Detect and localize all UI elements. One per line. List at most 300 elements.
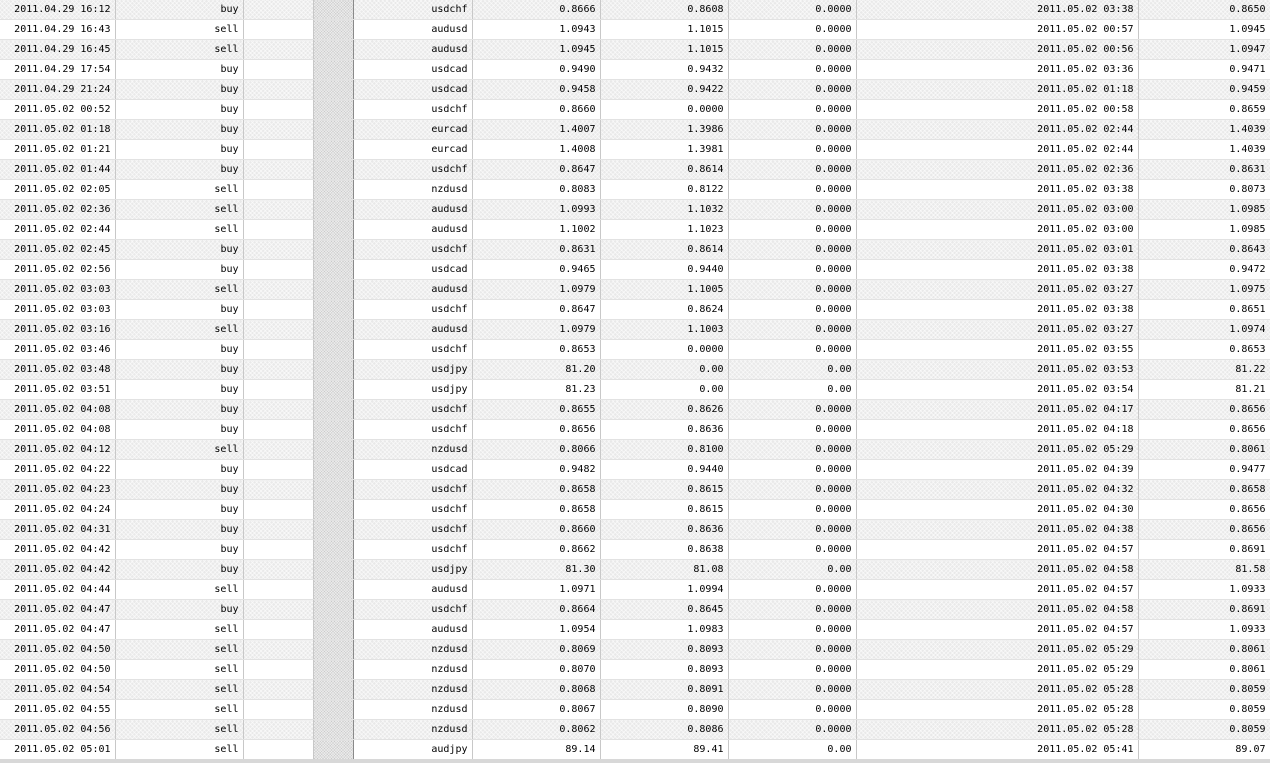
stop-loss-cell: 1.1005 xyxy=(600,280,728,300)
close-time-cell: 2011.05.02 00:56 xyxy=(856,40,1138,60)
vertical-bar xyxy=(313,700,353,720)
empty-cell xyxy=(243,480,313,500)
table-row[interactable] xyxy=(0,500,1270,520)
table-row[interactable] xyxy=(0,60,1270,80)
open-price-cell: 81.20 xyxy=(472,360,600,380)
close-time-cell: 2011.05.02 05:28 xyxy=(856,700,1138,720)
close-time-cell: 2011.05.02 03:55 xyxy=(856,340,1138,360)
table-row[interactable] xyxy=(0,340,1270,360)
open-time-cell: 2011.05.02 05:01 xyxy=(0,740,115,760)
open-time-cell: 2011.05.02 04:50 xyxy=(0,640,115,660)
stop-loss-cell: 0.0000 xyxy=(600,100,728,120)
table-row[interactable] xyxy=(0,100,1270,120)
open-price-cell: 1.0943 xyxy=(472,20,600,40)
table-row[interactable] xyxy=(0,640,1270,660)
empty-cell xyxy=(243,660,313,680)
table-row[interactable] xyxy=(0,700,1270,720)
open-price-cell: 1.4007 xyxy=(472,120,600,140)
symbol-cell: eurcad xyxy=(353,140,472,160)
close-price-cell: 0.8658 xyxy=(1138,480,1270,500)
open-price-cell: 0.8062 xyxy=(472,720,600,740)
take-profit-cell: 0.0000 xyxy=(728,140,856,160)
open-price-cell: 0.8658 xyxy=(472,500,600,520)
empty-cell xyxy=(243,160,313,180)
take-profit-cell: 0.0000 xyxy=(728,200,856,220)
close-time-cell: 2011.05.02 03:27 xyxy=(856,280,1138,300)
close-price-cell: 1.0975 xyxy=(1138,280,1270,300)
stop-loss-cell: 0.00 xyxy=(600,380,728,400)
order-type-cell: buy xyxy=(115,360,243,380)
close-time-cell: 2011.05.02 04:57 xyxy=(856,620,1138,640)
vertical-bar xyxy=(313,340,353,360)
stop-loss-cell: 0.8608 xyxy=(600,0,728,20)
close-time-cell: 2011.05.02 04:57 xyxy=(856,580,1138,600)
stop-loss-cell: 0.8615 xyxy=(600,500,728,520)
table-row[interactable] xyxy=(0,380,1270,400)
close-price-cell: 1.0933 xyxy=(1138,580,1270,600)
table-row[interactable] xyxy=(0,20,1270,40)
vertical-bar xyxy=(313,520,353,540)
close-time-cell: 2011.05.02 04:38 xyxy=(856,520,1138,540)
open-time-cell: 2011.05.02 04:12 xyxy=(0,440,115,460)
stop-loss-cell: 0.8645 xyxy=(600,600,728,620)
empty-cell xyxy=(243,140,313,160)
open-price-cell: 1.0993 xyxy=(472,200,600,220)
open-time-cell: 2011.04.29 21:24 xyxy=(0,80,115,100)
close-time-cell: 2011.05.02 03:38 xyxy=(856,260,1138,280)
vertical-bar xyxy=(313,80,353,100)
symbol-cell: usdcad xyxy=(353,260,472,280)
order-type-cell: buy xyxy=(115,100,243,120)
order-type-cell: buy xyxy=(115,240,243,260)
symbol-cell: usdjpy xyxy=(353,360,472,380)
close-time-cell: 2011.05.02 03:38 xyxy=(856,300,1138,320)
close-price-cell: 0.9472 xyxy=(1138,260,1270,280)
close-time-cell: 2011.05.02 04:17 xyxy=(856,400,1138,420)
empty-cell xyxy=(243,320,313,340)
stop-loss-cell: 1.1015 xyxy=(600,40,728,60)
close-price-cell: 1.0945 xyxy=(1138,20,1270,40)
vertical-bar xyxy=(313,320,353,340)
open-price-cell: 1.0979 xyxy=(472,280,600,300)
stop-loss-cell: 1.3986 xyxy=(600,120,728,140)
take-profit-cell: 0.0000 xyxy=(728,460,856,480)
order-type-cell: sell xyxy=(115,280,243,300)
close-price-cell: 0.8659 xyxy=(1138,100,1270,120)
order-type-cell: buy xyxy=(115,560,243,580)
take-profit-cell: 0.0000 xyxy=(728,0,856,20)
empty-cell xyxy=(243,380,313,400)
vertical-bar xyxy=(313,220,353,240)
open-time-cell: 2011.05.02 04:42 xyxy=(0,560,115,580)
symbol-cell: usdchf xyxy=(353,340,472,360)
order-type-cell: sell xyxy=(115,740,243,760)
close-price-cell: 0.9477 xyxy=(1138,460,1270,480)
close-time-cell: 2011.05.02 03:38 xyxy=(856,180,1138,200)
order-type-cell: buy xyxy=(115,80,243,100)
table-row[interactable] xyxy=(0,0,1270,20)
close-time-cell: 2011.05.02 02:44 xyxy=(856,140,1138,160)
symbol-cell: usdchf xyxy=(353,500,472,520)
symbol-cell: audusd xyxy=(353,320,472,340)
empty-cell xyxy=(243,280,313,300)
close-price-cell: 81.22 xyxy=(1138,360,1270,380)
table-row[interactable] xyxy=(0,620,1270,640)
open-time-cell: 2011.05.02 04:24 xyxy=(0,500,115,520)
order-type-cell: sell xyxy=(115,220,243,240)
open-time-cell: 2011.04.29 17:54 xyxy=(0,60,115,80)
open-time-cell: 2011.05.02 02:44 xyxy=(0,220,115,240)
table-row[interactable] xyxy=(0,160,1270,180)
table-row[interactable] xyxy=(0,360,1270,380)
open-time-cell: 2011.05.02 03:46 xyxy=(0,340,115,360)
stop-loss-cell: 81.08 xyxy=(600,560,728,580)
empty-cell xyxy=(243,700,313,720)
close-price-cell: 0.9459 xyxy=(1138,80,1270,100)
take-profit-cell: 0.0000 xyxy=(728,260,856,280)
open-time-cell: 2011.05.02 04:42 xyxy=(0,540,115,560)
table-row[interactable] xyxy=(0,680,1270,700)
table-row[interactable] xyxy=(0,80,1270,100)
close-price-cell: 0.9471 xyxy=(1138,60,1270,80)
vertical-bar xyxy=(313,500,353,520)
order-type-cell: sell xyxy=(115,320,243,340)
vertical-bar xyxy=(313,660,353,680)
empty-cell xyxy=(243,220,313,240)
open-price-cell: 0.8664 xyxy=(472,600,600,620)
empty-cell xyxy=(243,520,313,540)
stop-loss-cell: 0.8636 xyxy=(600,520,728,540)
open-time-cell: 2011.05.02 04:08 xyxy=(0,400,115,420)
open-price-cell: 0.8647 xyxy=(472,160,600,180)
stop-loss-cell: 1.0994 xyxy=(600,580,728,600)
open-price-cell: 0.8666 xyxy=(472,0,600,20)
open-time-cell: 2011.05.02 04:23 xyxy=(0,480,115,500)
symbol-cell: nzdusd xyxy=(353,440,472,460)
open-time-cell: 2011.05.02 04:31 xyxy=(0,520,115,540)
open-time-cell: 2011.05.02 04:50 xyxy=(0,660,115,680)
empty-cell xyxy=(243,580,313,600)
table-row[interactable] xyxy=(0,140,1270,160)
vertical-bar xyxy=(313,540,353,560)
close-time-cell: 2011.05.02 01:18 xyxy=(856,80,1138,100)
open-price-cell: 0.8653 xyxy=(472,340,600,360)
empty-cell xyxy=(243,460,313,480)
take-profit-cell: 0.0000 xyxy=(728,400,856,420)
take-profit-cell: 0.0000 xyxy=(728,100,856,120)
close-time-cell: 2011.05.02 05:28 xyxy=(856,720,1138,740)
close-price-cell: 0.8651 xyxy=(1138,300,1270,320)
stop-loss-cell: 1.1032 xyxy=(600,200,728,220)
close-time-cell: 2011.05.02 03:27 xyxy=(856,320,1138,340)
open-time-cell: 2011.05.02 04:54 xyxy=(0,680,115,700)
close-price-cell: 89.07 xyxy=(1138,740,1270,760)
empty-cell xyxy=(243,540,313,560)
symbol-cell: usdcad xyxy=(353,80,472,100)
open-time-cell: 2011.05.02 04:47 xyxy=(0,600,115,620)
empty-cell xyxy=(243,180,313,200)
symbol-cell: nzdusd xyxy=(353,680,472,700)
close-price-cell: 81.21 xyxy=(1138,380,1270,400)
symbol-cell: usdcad xyxy=(353,460,472,480)
symbol-cell: eurcad xyxy=(353,120,472,140)
table-row[interactable] xyxy=(0,440,1270,460)
symbol-cell: nzdusd xyxy=(353,640,472,660)
open-price-cell: 0.8662 xyxy=(472,540,600,560)
take-profit-cell: 0.0000 xyxy=(728,600,856,620)
table-row[interactable] xyxy=(0,280,1270,300)
order-type-cell: sell xyxy=(115,640,243,660)
empty-cell xyxy=(243,620,313,640)
empty-cell xyxy=(243,560,313,580)
vertical-bar xyxy=(313,0,353,20)
symbol-cell: usdchf xyxy=(353,300,472,320)
open-time-cell: 2011.05.02 03:16 xyxy=(0,320,115,340)
take-profit-cell: 0.0000 xyxy=(728,280,856,300)
empty-cell xyxy=(243,740,313,760)
table-row[interactable] xyxy=(0,260,1270,280)
vertical-bar xyxy=(313,460,353,480)
stop-loss-cell: 1.0983 xyxy=(600,620,728,640)
vertical-bar xyxy=(313,720,353,740)
empty-cell xyxy=(243,640,313,660)
symbol-cell: audjpy xyxy=(353,740,472,760)
vertical-bar xyxy=(313,360,353,380)
open-time-cell: 2011.05.02 04:44 xyxy=(0,580,115,600)
empty-cell xyxy=(243,120,313,140)
empty-cell xyxy=(243,200,313,220)
table-row[interactable] xyxy=(0,240,1270,260)
close-price-cell: 1.0947 xyxy=(1138,40,1270,60)
vertical-bar xyxy=(313,620,353,640)
open-time-cell: 2011.05.02 04:56 xyxy=(0,720,115,740)
open-price-cell: 0.8067 xyxy=(472,700,600,720)
close-price-cell: 0.8061 xyxy=(1138,660,1270,680)
close-price-cell: 81.58 xyxy=(1138,560,1270,580)
close-price-cell: 1.0974 xyxy=(1138,320,1270,340)
stop-loss-cell: 0.0000 xyxy=(600,340,728,360)
table-row[interactable] xyxy=(0,520,1270,540)
open-price-cell: 1.0945 xyxy=(472,40,600,60)
open-time-cell: 2011.05.02 04:22 xyxy=(0,460,115,480)
table-row[interactable] xyxy=(0,580,1270,600)
symbol-cell: audusd xyxy=(353,200,472,220)
open-time-cell: 2011.05.02 01:44 xyxy=(0,160,115,180)
take-profit-cell: 0.0000 xyxy=(728,440,856,460)
stop-loss-cell: 0.8614 xyxy=(600,240,728,260)
close-price-cell: 1.0985 xyxy=(1138,200,1270,220)
symbol-cell: usdchf xyxy=(353,540,472,560)
table-row[interactable] xyxy=(0,720,1270,740)
table-row[interactable] xyxy=(0,740,1270,760)
close-price-cell: 0.8656 xyxy=(1138,420,1270,440)
table-row[interactable] xyxy=(0,300,1270,320)
vertical-bar xyxy=(313,400,353,420)
symbol-cell: usdchf xyxy=(353,400,472,420)
vertical-bar xyxy=(313,260,353,280)
open-price-cell: 81.30 xyxy=(472,560,600,580)
close-time-cell: 2011.05.02 03:01 xyxy=(856,240,1138,260)
stop-loss-cell: 0.8614 xyxy=(600,160,728,180)
close-time-cell: 2011.05.02 03:36 xyxy=(856,60,1138,80)
take-profit-cell: 0.0000 xyxy=(728,420,856,440)
close-price-cell: 0.8691 xyxy=(1138,600,1270,620)
take-profit-cell: 0.00 xyxy=(728,740,856,760)
close-time-cell: 2011.05.02 04:39 xyxy=(856,460,1138,480)
table-row[interactable] xyxy=(0,480,1270,500)
open-time-cell: 2011.05.02 01:21 xyxy=(0,140,115,160)
close-price-cell: 0.8059 xyxy=(1138,720,1270,740)
open-price-cell: 1.0979 xyxy=(472,320,600,340)
close-time-cell: 2011.05.02 04:32 xyxy=(856,480,1138,500)
open-price-cell: 0.8083 xyxy=(472,180,600,200)
close-price-cell: 1.0933 xyxy=(1138,620,1270,640)
empty-cell xyxy=(243,60,313,80)
order-type-cell: sell xyxy=(115,20,243,40)
open-time-cell: 2011.05.02 00:52 xyxy=(0,100,115,120)
take-profit-cell: 0.00 xyxy=(728,560,856,580)
stop-loss-cell: 0.00 xyxy=(600,360,728,380)
vertical-bar xyxy=(313,100,353,120)
table-row[interactable] xyxy=(0,460,1270,480)
open-time-cell: 2011.04.29 16:12 xyxy=(0,0,115,20)
stop-loss-cell: 1.1003 xyxy=(600,320,728,340)
stop-loss-cell: 89.41 xyxy=(600,740,728,760)
symbol-cell: usdjpy xyxy=(353,380,472,400)
open-time-cell: 2011.05.02 02:56 xyxy=(0,260,115,280)
vertical-bar xyxy=(313,740,353,760)
vertical-bar xyxy=(313,480,353,500)
empty-cell xyxy=(243,340,313,360)
open-time-cell: 2011.04.29 16:45 xyxy=(0,40,115,60)
table-row[interactable] xyxy=(0,560,1270,580)
open-price-cell: 0.8658 xyxy=(472,480,600,500)
stop-loss-cell: 0.8090 xyxy=(600,700,728,720)
symbol-cell: usdchf xyxy=(353,480,472,500)
order-type-cell: buy xyxy=(115,0,243,20)
open-time-cell: 2011.05.02 04:47 xyxy=(0,620,115,640)
table-row[interactable] xyxy=(0,660,1270,680)
close-time-cell: 2011.05.02 03:00 xyxy=(856,220,1138,240)
stop-loss-cell: 0.9440 xyxy=(600,460,728,480)
order-type-cell: sell xyxy=(115,40,243,60)
stop-loss-cell: 0.8624 xyxy=(600,300,728,320)
symbol-cell: usdchf xyxy=(353,240,472,260)
symbol-cell: audusd xyxy=(353,620,472,640)
vertical-bar xyxy=(313,420,353,440)
empty-cell xyxy=(243,400,313,420)
order-type-cell: buy xyxy=(115,300,243,320)
open-price-cell: 89.14 xyxy=(472,740,600,760)
vertical-bar xyxy=(313,200,353,220)
table-row[interactable] xyxy=(0,220,1270,240)
take-profit-cell: 0.0000 xyxy=(728,60,856,80)
empty-cell xyxy=(243,240,313,260)
vertical-bar xyxy=(313,160,353,180)
table-row[interactable] xyxy=(0,40,1270,60)
empty-cell xyxy=(243,420,313,440)
horizontal-scrollbar-edge[interactable] xyxy=(0,759,1270,763)
order-type-cell: buy xyxy=(115,60,243,80)
table-row[interactable] xyxy=(0,200,1270,220)
symbol-cell: usdjpy xyxy=(353,560,472,580)
close-time-cell: 2011.05.02 03:53 xyxy=(856,360,1138,380)
stop-loss-cell: 0.9432 xyxy=(600,60,728,80)
close-time-cell: 2011.05.02 02:44 xyxy=(856,120,1138,140)
stop-loss-cell: 0.8615 xyxy=(600,480,728,500)
stop-loss-cell: 0.8636 xyxy=(600,420,728,440)
symbol-cell: audusd xyxy=(353,20,472,40)
symbol-cell: nzdusd xyxy=(353,180,472,200)
empty-cell xyxy=(243,80,313,100)
order-type-cell: sell xyxy=(115,680,243,700)
open-time-cell: 2011.05.02 03:51 xyxy=(0,380,115,400)
vertical-bar xyxy=(313,560,353,580)
close-time-cell: 2011.05.02 04:30 xyxy=(856,500,1138,520)
take-profit-cell: 0.0000 xyxy=(728,180,856,200)
open-price-cell: 0.8660 xyxy=(472,520,600,540)
stop-loss-cell: 0.8086 xyxy=(600,720,728,740)
symbol-cell: usdchf xyxy=(353,160,472,180)
close-price-cell: 0.8059 xyxy=(1138,680,1270,700)
open-price-cell: 0.8660 xyxy=(472,100,600,120)
open-price-cell: 0.9465 xyxy=(472,260,600,280)
take-profit-cell: 0.0000 xyxy=(728,80,856,100)
stop-loss-cell: 0.8093 xyxy=(600,660,728,680)
empty-cell xyxy=(243,260,313,280)
open-price-cell: 0.9490 xyxy=(472,60,600,80)
table-row[interactable] xyxy=(0,600,1270,620)
take-profit-cell: 0.0000 xyxy=(728,220,856,240)
take-profit-cell: 0.0000 xyxy=(728,660,856,680)
table-row[interactable] xyxy=(0,400,1270,420)
take-profit-cell: 0.0000 xyxy=(728,500,856,520)
vertical-bar xyxy=(313,60,353,80)
take-profit-cell: 0.0000 xyxy=(728,680,856,700)
close-time-cell: 2011.05.02 03:38 xyxy=(856,0,1138,20)
open-price-cell: 0.9482 xyxy=(472,460,600,480)
take-profit-cell: 0.0000 xyxy=(728,720,856,740)
order-type-cell: buy xyxy=(115,600,243,620)
table-row[interactable] xyxy=(0,540,1270,560)
order-type-cell: sell xyxy=(115,720,243,740)
open-price-cell: 0.8647 xyxy=(472,300,600,320)
empty-cell xyxy=(243,720,313,740)
close-price-cell: 0.8059 xyxy=(1138,700,1270,720)
take-profit-cell: 0.00 xyxy=(728,360,856,380)
stop-loss-cell: 0.8122 xyxy=(600,180,728,200)
order-type-cell: buy xyxy=(115,460,243,480)
close-price-cell: 0.8656 xyxy=(1138,400,1270,420)
table-row[interactable] xyxy=(0,420,1270,440)
close-time-cell: 2011.05.02 05:29 xyxy=(856,440,1138,460)
close-price-cell: 0.8061 xyxy=(1138,640,1270,660)
table-row[interactable] xyxy=(0,180,1270,200)
symbol-cell: nzdusd xyxy=(353,720,472,740)
table-row[interactable] xyxy=(0,320,1270,340)
open-price-cell: 0.8068 xyxy=(472,680,600,700)
symbol-cell: usdchf xyxy=(353,100,472,120)
take-profit-cell: 0.0000 xyxy=(728,520,856,540)
empty-cell xyxy=(243,300,313,320)
close-price-cell: 0.8656 xyxy=(1138,520,1270,540)
order-type-cell: sell xyxy=(115,580,243,600)
order-type-cell: buy xyxy=(115,120,243,140)
vertical-bar xyxy=(313,180,353,200)
order-type-cell: buy xyxy=(115,500,243,520)
table-row[interactable] xyxy=(0,120,1270,140)
take-profit-cell: 0.0000 xyxy=(728,620,856,640)
